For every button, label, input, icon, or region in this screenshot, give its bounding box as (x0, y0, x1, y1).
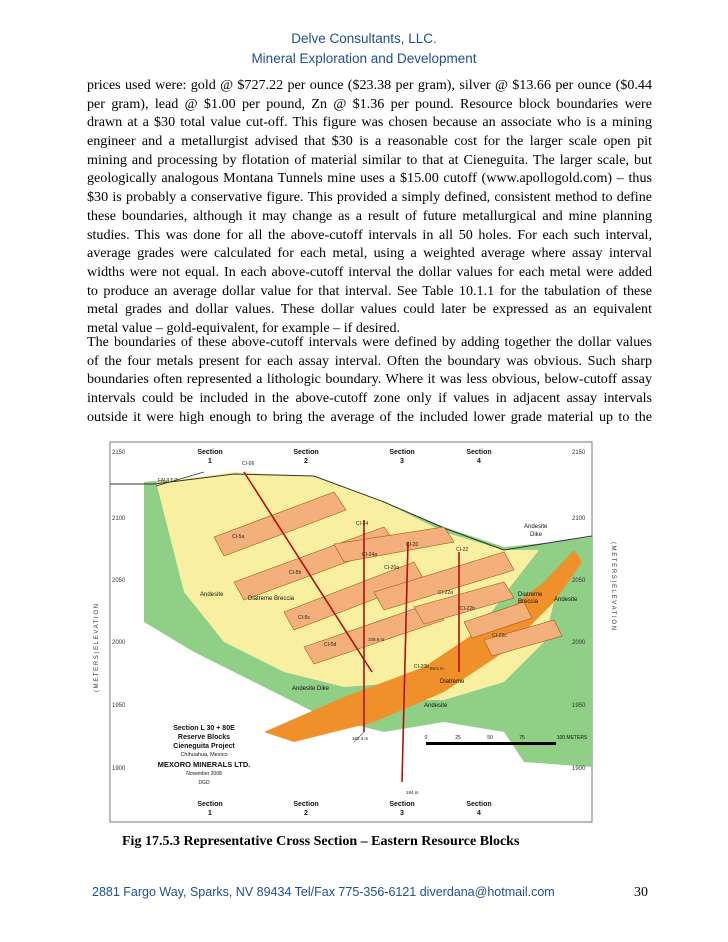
title-line: Cieneguita Project (173, 743, 235, 750)
scale-label: 75 (519, 735, 525, 741)
hole-label: CI-24 (356, 521, 369, 527)
scale-label: 50 (487, 735, 493, 741)
text-line: intervals could be included in the above-cutoff zone only if values in adjacent assay intervals (87, 390, 652, 407)
section-number: 2 (304, 810, 308, 817)
elev-label: 2050 (112, 578, 126, 584)
title-line: DGD (198, 780, 210, 786)
rock-label: Andesite (524, 524, 548, 530)
hole-label: CI-24a (362, 552, 378, 558)
text-line: engineer and a metallurgist advised that $30 is a reasonable cost for the larger scale open pit (87, 133, 652, 150)
section-label: Section (389, 801, 415, 808)
rock-label: Breccia (518, 599, 539, 605)
depth-label: 89.5 m (430, 666, 444, 671)
hole-label: CI-5b (289, 570, 302, 576)
scale-label: 100 METERS (556, 735, 588, 741)
hole-label: CI-22 (456, 547, 469, 553)
scale-label: 25 (455, 735, 461, 741)
text-line: $30 is probably a conservative figure. This provided a simply defined, consistent method to define (87, 189, 652, 206)
rock-label: Andesite (554, 597, 578, 603)
scale-bar-rect (426, 742, 556, 745)
rock-label: Diatreme (440, 679, 465, 685)
text-line: boundaries often represented a lithologic boundary. Where it was less obvious, below-cutoff assay (87, 371, 652, 388)
section-label: Section (466, 449, 492, 456)
text-line: of the four metals present for each assay interval. Often the boundary was obvious. Such sharp (87, 352, 652, 369)
hole-label: CI-5a (232, 534, 245, 540)
paragraph-1 (87, 76, 652, 338)
section-label: Section (197, 801, 223, 808)
elev-label: 2000 (112, 640, 126, 646)
rock-label: Diatreme (518, 592, 543, 598)
hole-label: CI-06 (242, 461, 255, 467)
hole-label: CI-5c (298, 615, 310, 621)
header-company: Delve Consultants, LLC. (291, 31, 437, 46)
elev-label: 1950 (112, 703, 126, 709)
title-line: Chihuahua, Mexico (180, 752, 228, 758)
text-line: geologically analogous Montana Tunnels mine uses a $15.00 cutoff (www.apollogold.com) – thus (87, 170, 652, 187)
section-number: 3 (400, 458, 404, 465)
rock-label: Andesite (424, 703, 448, 709)
section-label: Section (389, 449, 415, 456)
section-label: Section (293, 801, 319, 808)
title-line: MEXORO MINERALS LTD. (157, 760, 251, 769)
header-subtitle: Mineral Exploration and Development (251, 51, 477, 66)
elev-label: 2150 (112, 450, 126, 456)
rock-label: Diatreme Breccia (248, 596, 295, 602)
elev-label: 2100 (112, 516, 126, 522)
cross-section-figure (84, 432, 652, 827)
section-number: 1 (208, 458, 212, 465)
depth-label: 162.3 m (352, 736, 369, 741)
hole-label: CI-20b (414, 664, 430, 670)
title-line: Reserve Blocks (177, 734, 231, 741)
hole-label: CI-20a (384, 565, 400, 571)
text-line: prices used were: gold @ $727.22 per ounce ($23.38 per gram), silver @ $13.66 per ounce ($0.44 (87, 77, 652, 93)
elev-label: 2100 (572, 516, 586, 522)
text-line: The boundaries of these above-cutoff intervals were defined by adding together the dollar values (87, 334, 652, 350)
fault-label: FAULT ? (158, 478, 178, 484)
hole-label: CI-20 (406, 542, 419, 548)
depth-label: 109.9 m (368, 637, 385, 642)
text-line: metal grades and dollar values. These dollar values could later be expressed as an equivalent (87, 301, 652, 318)
elev-label: 2000 (572, 640, 586, 646)
paragraph-2 (87, 333, 652, 426)
section-number: 1 (208, 810, 212, 817)
text-line: average grades were calculated for each metal, using a weighted average where assay interval (87, 245, 652, 262)
section-number: 2 (304, 458, 308, 465)
text-line: to produce an average dollar value for that interval. See Table 10.1.1 for the tabulation of these (87, 282, 652, 299)
text-line: studies. This was done for all the above-cutoff intervals in all 50 holes. For each such interval, (87, 226, 652, 243)
elev-label: 1950 (572, 703, 586, 709)
section-label: Section (197, 449, 223, 456)
hole-label: CI-22a (438, 590, 454, 596)
hole-label: CI-5d (324, 642, 337, 648)
section-label: Section (293, 449, 319, 456)
depth-label: 184 m (406, 790, 419, 795)
section-number: 4 (477, 458, 481, 465)
title-line: November 2008 (186, 771, 222, 777)
section-label: Section (466, 801, 492, 808)
elev-label: 1900 (112, 766, 126, 772)
elev-label: 2150 (572, 450, 586, 456)
rock-label: Andesite Dike (292, 686, 330, 692)
section-number: 3 (400, 810, 404, 817)
text-line: per gram), lead @ $1.00 per pound, Zn @ $1.36 per pound. Resource block boundaries were (87, 95, 652, 112)
footer-address: 2881 Fargo Way, Sparks, NV 89434 Tel/Fax 775-356-6121 diverdana@hotmail.com (92, 885, 555, 899)
figure-caption: Fig 17.5.3 Representative Cross Section – Eastern Resource Blocks (122, 834, 520, 849)
section-number: 4 (477, 810, 481, 817)
rock-label: Andesite (200, 592, 224, 598)
text-line: mining and processing by flotation of material similar to that at Cieneguita. The larger scale, but (87, 151, 652, 168)
text-line: widths were not equal. In each above-cutoff interval the dollar values for each metal were added (87, 263, 652, 280)
elevation-axis-left: ( M E T E R S ) E L E V A T I O N (94, 603, 100, 692)
elev-label: 1900 (572, 766, 586, 772)
rock-label: Dike (530, 532, 543, 538)
scale-label: 0 (424, 735, 428, 741)
elevation-axis-right: ( M E T E R S ) E L E V A T I O N (610, 542, 616, 631)
elev-label: 2050 (572, 578, 586, 584)
page-number: 30 (634, 885, 648, 900)
text-line: drawn at a $30 total value cut-off. This figure was chosen because an associate who is a mining (87, 114, 652, 131)
title-line: Section L 30 + 80E (173, 725, 235, 732)
text-line: metal value – gold-equivalent, for example – if desired. (87, 319, 401, 336)
hole-label: CI-22b (460, 606, 476, 612)
text-line: outside it were high enough to bring the average of the included lower grade material up to the (87, 408, 652, 425)
text-line: these boundaries, although it may change as a result of future metallurgical and mine planning (87, 207, 652, 224)
hole-label: CI-22c (492, 633, 507, 639)
